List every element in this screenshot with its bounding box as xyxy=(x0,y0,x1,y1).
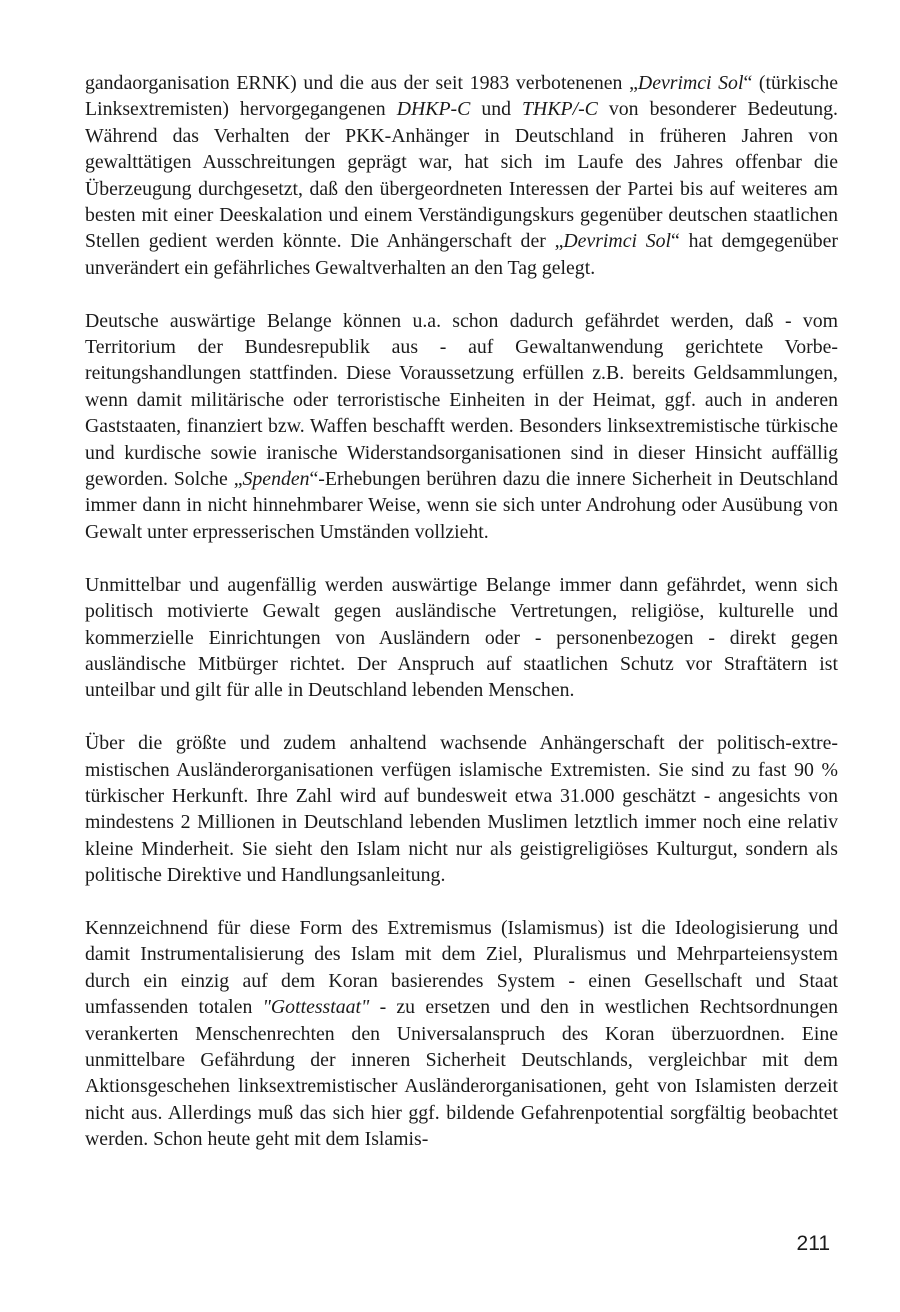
text-run: Über die größte und zudem anhaltend wachsende Anhängerschaft der politisch-extremistischen Ausländerorganisationen verfügen islamische Extremisten. Sie sind zu fast 90 % türkischer Herkunft. Ihre Zahl wird auf bundesweit etwa 31.000 geschätzt - angesichts von mindestens 2 Millionen in Deutschland lebenden Muslimen letztlich immer noch eine relativ kleine Minderheit. Sie sieht den Islam nicht nur als geistigreligiöses Kulturgut, sondern als politische Direktive und Handlungsanleitung. xyxy=(85,732,838,887)
text-run: “-Erhebungen berühren dazu die innere Sicherheit in Deutschland immer dann in nicht hinnehmbarer Weise, wenn sie sich unter Androhung oder Ausübung von Gewalt unter erpresserischen Umständen vollzieht. xyxy=(85,468,838,543)
text-run: Deutsche auswärtige Belange können u.a. schon dadurch gefährdet werden, daß - vom Territorium der Bundesrepublik aus - auf Gewaltanwendung gerichtete Vorbereitungshandlungen stattfinden. Diese Voraussetzung erfüllen z.B. bereits Geldsammlungen, wenn damit militärische oder terroristische Einheiten in der Heimat, ggf. auch in anderen Gaststaaten, finanziert bzw. Waffen beschafft werden. Besonders linksextremistische türkische und kurdische sowie iranische Widerstandsorganisationen sind in dieser Hinsicht auffällig geworden. Solche „ xyxy=(85,309,838,491)
text-run: von besonderer Bedeutung. Während das Verhalten der PKK-Anhänger in Deutschland in früheren Jahren von gewalttätigen Ausschreitungen geprägt war, hat sich im Laufe des Jahres offenbar die Überzeugung durchgesetzt, daß den übergeordneten Interessen der Partei bis auf weiteres am besten mit einer Deeskalation und einem Verständigungskurs gegenüber deutschen staatlichen Stellen gedient werden könnte. Die Anhängerschaft der „ xyxy=(85,98,838,253)
paragraph xyxy=(85,70,838,281)
body-text xyxy=(85,70,838,1153)
paragraph xyxy=(85,308,838,546)
text-run: “ hat demgegenüber unverändert ein gefährliches Gewaltverhalten an den Tag gelegt. xyxy=(85,230,838,279)
italic-text-run: THKP/-C xyxy=(522,98,598,121)
text-run: gandaorganisation ERNK) und die aus der seit 1983 verbotenenen „ xyxy=(85,72,638,94)
paragraph xyxy=(85,730,838,888)
italic-text-run: DHKP-C xyxy=(396,98,471,121)
text-run: - zu ersetzen und den in westlichen Rechtsordnungen verankerten Menschenrechten den Universalanspruch des Koran überzuordnen. Eine unmittelbare Gefährdung der inneren Sicherheit Deutschlands, vergleichbar mit dem Aktionsgeschehen linksextremistischer Ausländerorganisationen, geht von Islamisten derzeit nicht aus. Allerdings muß das sich hier ggf. bildende Gefahrenpotential sorgfältig beobachtet werden. Schon heute geht mit dem Islamis- xyxy=(85,996,838,1151)
page-number: 211 xyxy=(796,1232,830,1255)
paragraph xyxy=(85,915,838,1153)
italic-text-run: Devrimci Sol xyxy=(637,72,744,94)
text-run: “ (türkische Linksextremisten) hervorgegangenen xyxy=(85,72,838,121)
italic-text-run: Spenden xyxy=(242,468,310,491)
paragraph xyxy=(85,572,838,704)
italic-text-run: "Gottesstaat" xyxy=(262,996,370,1019)
text-run: Kennzeichnend für diese Form des Extremismus (Islamismus) ist die Ideologisierung und damit Instrumentalisierung des Islam mit dem Ziel, Pluralismus und Mehrparteiensystem durch ein einzig auf dem Koran basierendes System - einen Gesellschaft und Staat umfassenden totalen xyxy=(85,916,838,1019)
italic-text-run: Devrimci Sol xyxy=(563,230,672,253)
text-run: Unmittelbar und augenfällig werden auswärtige Belange immer dann gefährdet, wenn sich politisch motivierte Gewalt gegen ausländische Vertretungen, religiöse, kulturelle und kommerzielle Einrichtungen von Ausländern oder - personenbezogen - direkt gegen ausländische Mitbürger richtet. Der Anspruch auf staatlichen Schutz vor Straftätern ist unteilbar und gilt für alle in Deutschland lebenden Menschen. xyxy=(85,573,838,702)
text-run: und xyxy=(470,98,523,121)
